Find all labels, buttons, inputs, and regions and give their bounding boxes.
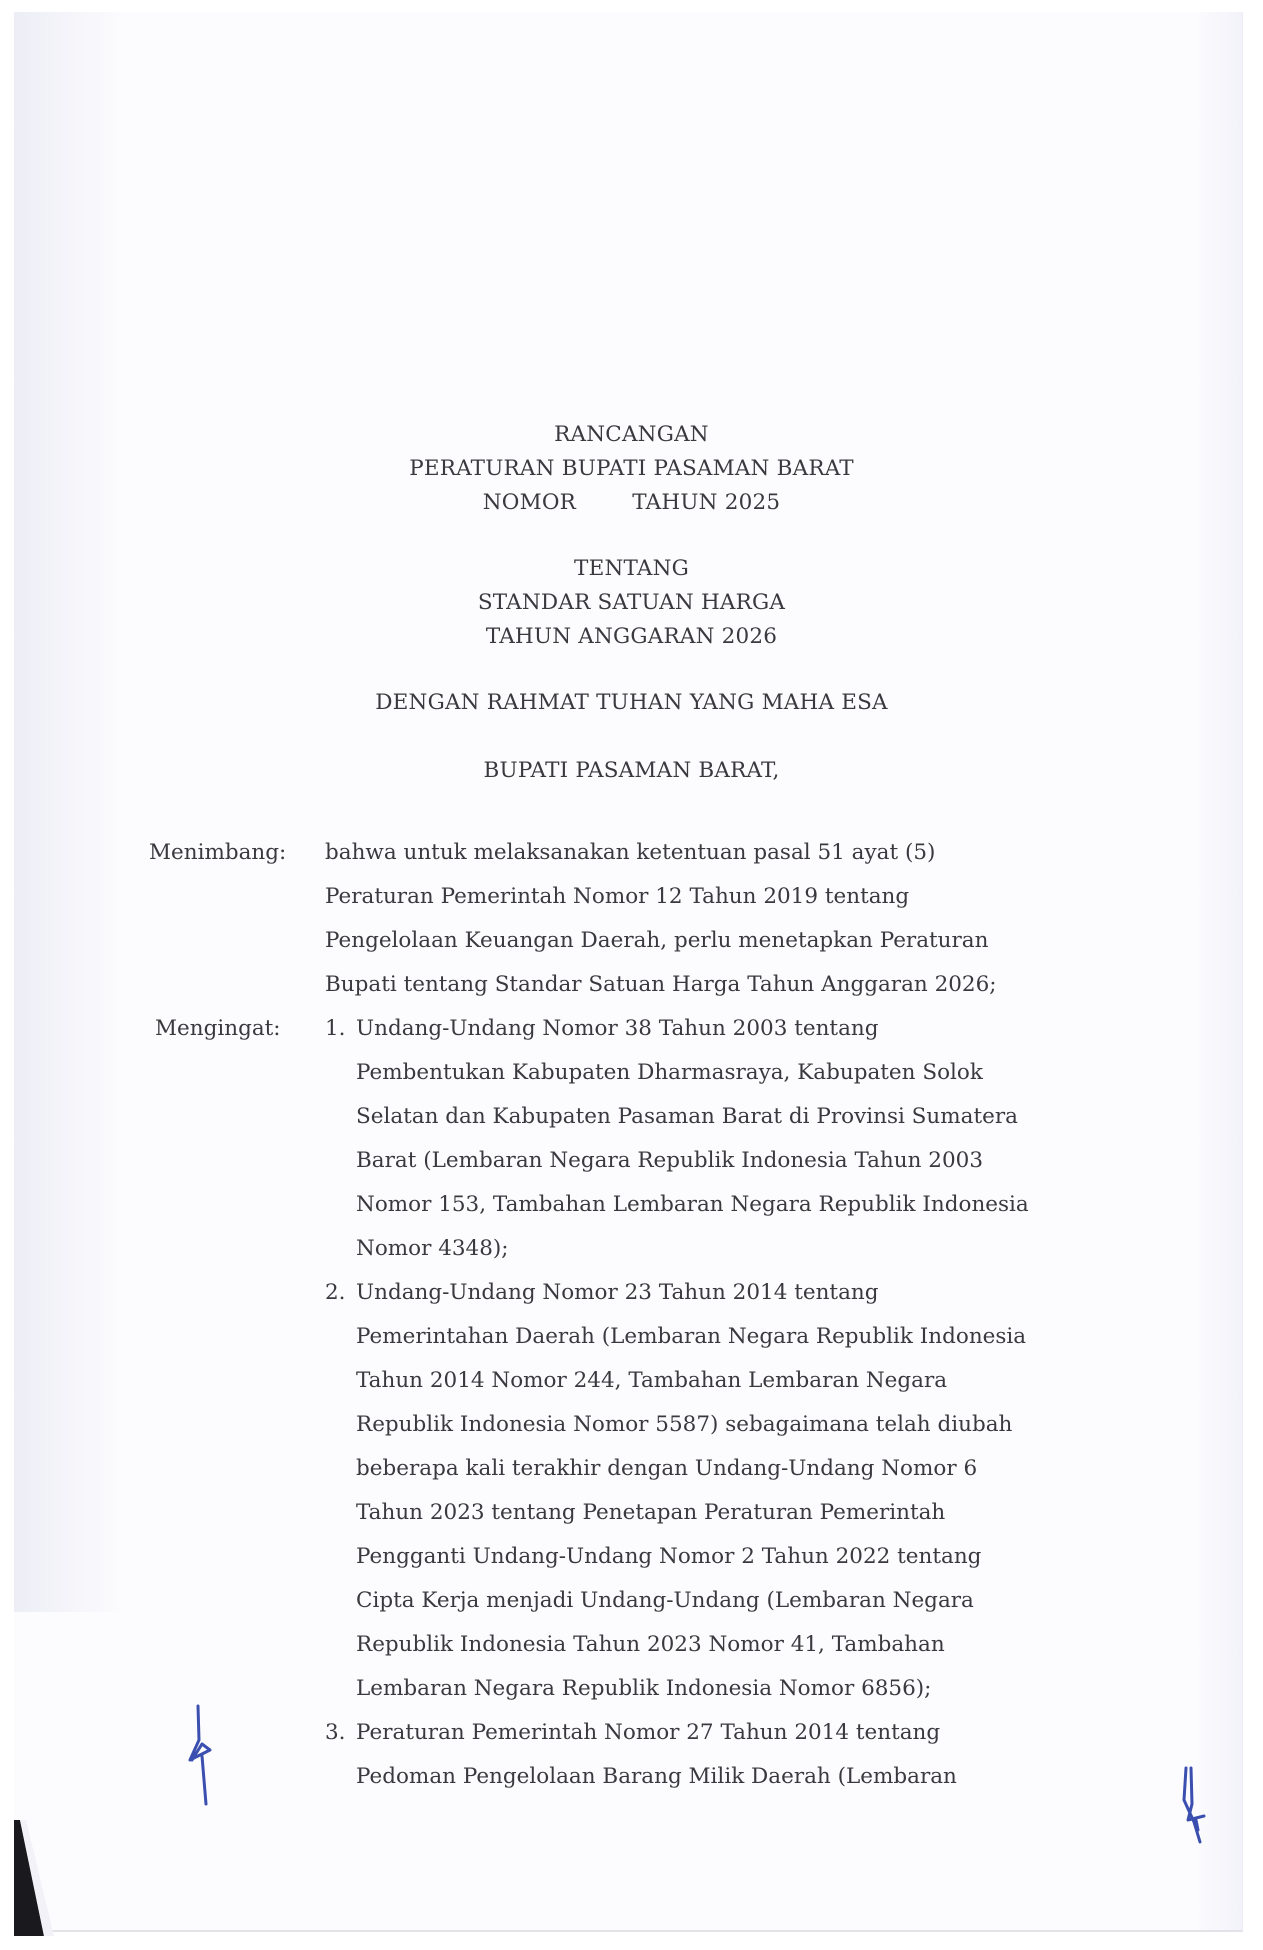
- invocation: DENGAN RAHMAT TUHAN YANG MAHA ESA: [375, 690, 888, 715]
- item-line: Pemerintahan Daerah (Lembaran Negara Republik Indonesia: [356, 1324, 1027, 1349]
- item-line: Cipta Kerja menjadi Undang-Undang (Lembaran Negara: [356, 1588, 974, 1613]
- item-line: Pembentukan Kabupaten Dharmasraya, Kabupaten Solok: [356, 1060, 983, 1085]
- item-line: Lembaran Negara Republik Indonesia Nomor 6856);: [356, 1676, 932, 1701]
- regulation-title: PERATURAN BUPATI PASAMAN BARAT: [409, 456, 854, 481]
- subject-line-2: TAHUN ANGGARAN 2026: [485, 624, 778, 649]
- item-line: Nomor 4348);: [356, 1236, 509, 1261]
- item-line: Selatan dan Kabupaten Pasaman Barat di Provinsi Sumatera: [356, 1104, 1018, 1129]
- item-line: Peraturan Pemerintah Nomor 27 Tahun 2014 tentang: [356, 1720, 941, 1745]
- menimbang-line: Peraturan Pemerintah Nomor 12 Tahun 2019 tentang: [325, 884, 910, 909]
- authority: BUPATI PASAMAN BARAT,: [483, 758, 780, 783]
- draft-label: RANCANGAN: [554, 422, 709, 447]
- item-line: Nomor 153, Tambahan Lembaran Negara Republik Indonesia: [356, 1192, 1029, 1217]
- menimbang-line: Bupati tentang Standar Satuan Harga Tahun Anggaran 2026;: [325, 972, 997, 997]
- item-line: Undang-Undang Nomor 23 Tahun 2014 tentang: [356, 1280, 879, 1305]
- tentang-label: TENTANG: [574, 556, 689, 581]
- item-line: Tahun 2023 tentang Penetapan Peraturan Pemerintah: [356, 1500, 946, 1525]
- subject-line-1: STANDAR SATUAN HARGA: [477, 590, 786, 615]
- regulation-number: NOMOR TAHUN 2025: [482, 490, 781, 515]
- item-line: Republik Indonesia Tahun 2023 Nomor 41, Tambahan: [356, 1632, 945, 1657]
- item-line: Republik Indonesia Nomor 5587) sebagaimana telah diubah: [356, 1412, 1013, 1437]
- item-line: Tahun 2014 Nomor 244, Tambahan Lembaran Negara: [356, 1368, 948, 1393]
- item-line: Barat (Lembaran Negara Republik Indonesia Tahun 2003: [356, 1148, 984, 1173]
- menimbang-line: bahwa untuk melaksanakan ketentuan pasal 51 ayat (5): [325, 840, 936, 865]
- item-number: 3.: [325, 1720, 346, 1745]
- menimbang-label: Menimbang:: [149, 840, 287, 865]
- item-line: Pengganti Undang-Undang Nomor 2 Tahun 2022 tentang: [356, 1544, 982, 1569]
- item-line: Pedoman Pengelolaan Barang Milik Daerah (Lembaran: [356, 1764, 957, 1789]
- mengingat-label: Mengingat:: [155, 1016, 281, 1041]
- item-line: Undang-Undang Nomor 38 Tahun 2003 tentang: [356, 1016, 879, 1041]
- item-number: 1.: [325, 1016, 346, 1041]
- item-line: beberapa kali terakhir dengan Undang-Undang Nomor 6: [356, 1456, 978, 1481]
- item-number: 2.: [325, 1280, 346, 1305]
- menimbang-line: Pengelolaan Keuangan Daerah, perlu menetapkan Peraturan: [325, 928, 989, 953]
